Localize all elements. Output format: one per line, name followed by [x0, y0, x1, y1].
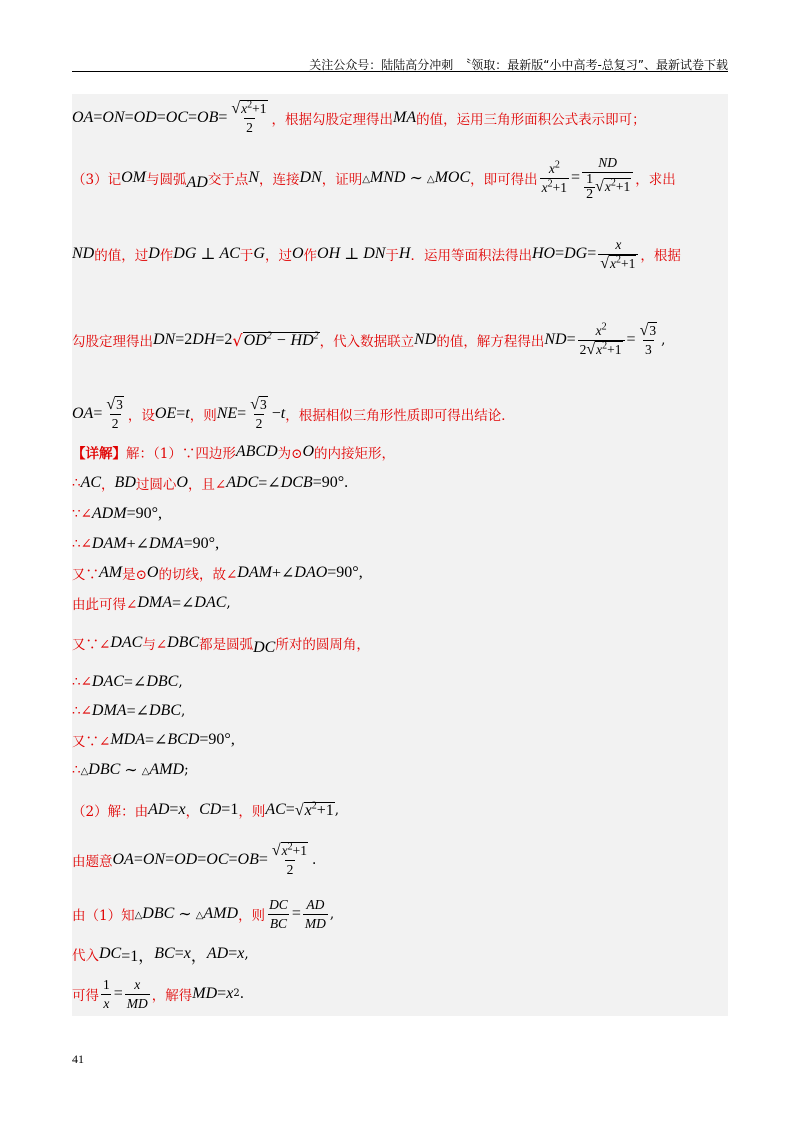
line-17: （2）解：由 AD = x ， CD =1 ，则 AC = √ $x^2+1$ ,	[72, 800, 340, 820]
line-12: 又∵∠ DAC 与∠ DBC 都是圆弧 DC 所对的圆周角，	[72, 634, 370, 656]
line-20: 代入 DC =1， BC = x ， AD = x ,	[72, 945, 249, 965]
line-10: 又∵ AM 是⊙ O 的切线，故∠ DAM +∠ DAO =90°,	[72, 564, 363, 583]
line-1: OA = ON = OD = OC = OB = √ $x^2+1$ 2 ，根据勾股定理得出 MA 的值，运用三角形面积公式表示即可；	[72, 99, 646, 135]
page-number: 41	[72, 1052, 84, 1066]
line-16: ∴ △DBC ∼ △AMD ;	[72, 761, 189, 779]
line-7: ∴ AC ， BD 过圆心 O ，且∠ ADC =∠ DCB =90°.	[72, 474, 349, 493]
line-9: ∴∠ DAM +∠ DMA =90°,	[72, 535, 220, 553]
line-11: 由此可得∠ DMA =∠ DAC ,	[72, 594, 231, 613]
line-8: ∵∠ ADM =90°,	[72, 505, 162, 522]
line-21: 可得 $\frac{1}{x}$ = $\frac{x}{MD}$ ，解得 MD = x 2 .	[72, 976, 244, 1011]
header-rule	[72, 71, 728, 72]
line-6: 【详解】 解：（1）∵四边形 ABCD 为⊙ O 的内接矩形，	[72, 443, 395, 462]
line-2: （3）记 OM 与圆弧 AD 交于点 N ，连接 DN ，证明 △MND ∼ △MOC ，即可得出 $\frac{x^2}{x^2+1}$ = ND $\frac{1}{2}$ √ $x^2+1$ ，求出	[72, 155, 676, 202]
line-18: 由题意 OA = ON = OD = OC = OB = √ $x^2+1$ 2 .	[72, 841, 317, 877]
line-5: OA = √ 3 2 ，设 OE = t ，则 NE = √ 3 2 − t ，根据相似三角形性质即可得出结论．	[72, 395, 515, 431]
line-19: 由（1）知 △DBC ∼ △AMD ，则 $\frac{DC}{BC}$ = $\frac{AD}{MD}$ ,	[72, 896, 335, 931]
page-header: 关注公众号：陆陆高分冲刺 〝领取：最新版“小中高考-总复习”、最新试卷下载	[309, 58, 728, 72]
line-3: ND 的值，过 D 作 DG ⊥ AC 于 G ，过 O 作 OH ⊥ DN 于 H ．运用等面积法得出 HO = DG = x √ $x^2+1$ ，根据	[72, 236, 681, 272]
line-13: ∴∠ DAC =∠ DBC ,	[72, 673, 183, 691]
line-15: 又∵∠ MDA =∠ BCD =90°,	[72, 731, 235, 750]
solution-panel	[72, 94, 728, 1016]
line-4: 勾股定理得出 DN =2 DH =2 √ $OD^2 - HD^2$ ，代入数据联立 ND 的值，解方程得出 ND = $x^2$ 2 √ $x^2+1$ = √ 3 3 ,	[72, 321, 666, 358]
line-14: ∴∠ DMA =∠ DBC ,	[72, 702, 186, 720]
